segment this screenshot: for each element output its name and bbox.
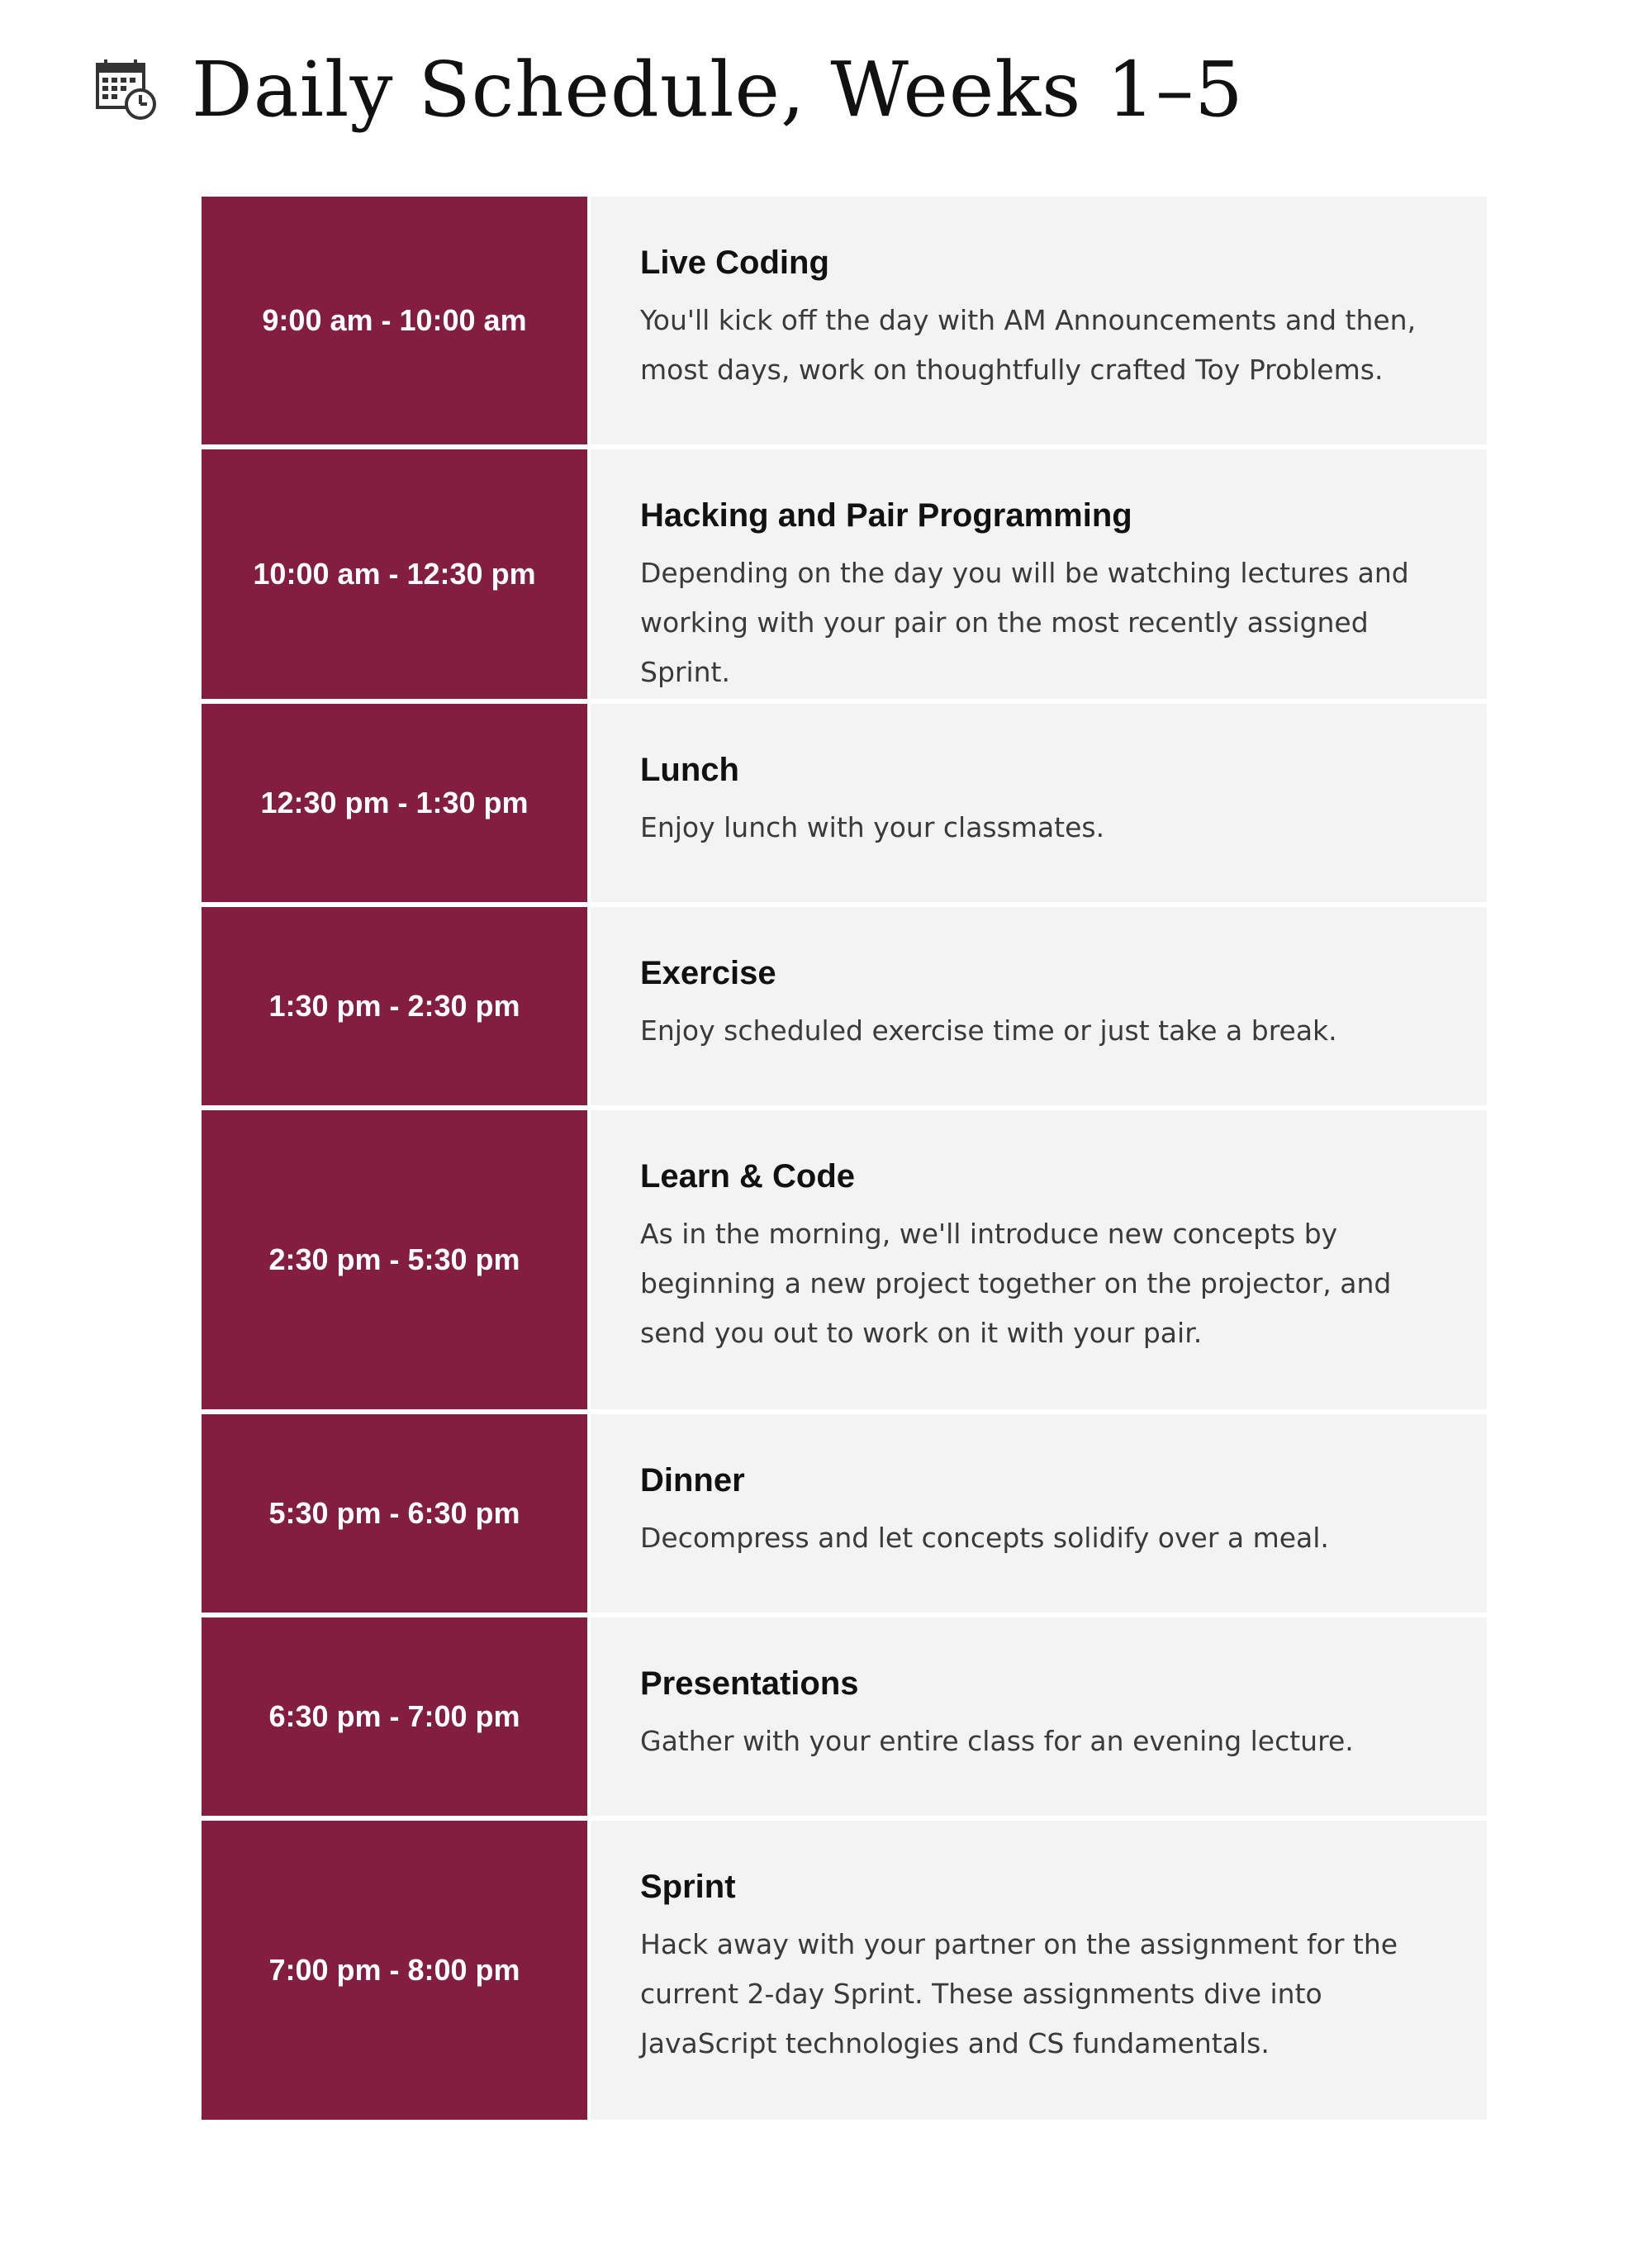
activity-title: Dinner [640,1462,745,1499]
schedule-table [202,197,1487,2125]
schedule-row [202,704,1487,902]
page-title: Daily Schedule, Weeks 1–5 [192,45,1244,134]
schedule-row [202,1414,1487,1613]
activity-title: Hacking and Pair Programming [640,497,1132,534]
activity-description: Enjoy scheduled exercise time or just take a break. [640,1014,1337,1047]
activity-info [591,1414,1487,1613]
activity-title: Learn & Code [640,1158,856,1195]
time-slot: 1:30 pm - 2:30 pm [202,907,587,1105]
time-slot: 10:00 am - 12:30 pm [202,449,587,699]
activity-description: Gather with your entire class for an evening lecture. [640,1725,1354,1757]
activity-title: Presentations [640,1665,859,1702]
schedule-row [202,1110,1487,1409]
activity-description: As in the morning, we'll introduce new concepts by beginning a new project together on the projector, and send you out to work on it with your pair. [640,1218,1392,1349]
schedule-row [202,1821,1487,2120]
activity-description: Enjoy lunch with your classmates. [640,811,1105,843]
activity-info [591,1617,1487,1816]
time-slot: 6:30 pm - 7:00 pm [202,1617,587,1816]
activity-title: Exercise [640,955,776,991]
activity-description: You'll kick off the day with AM Announcements and then, most days, work on thoughtfully crafted Toy Problems. [640,304,1417,386]
activity-info [591,907,1487,1105]
activity-info [591,1821,1487,2120]
schedule-row [202,449,1487,699]
schedule-row [202,197,1487,444]
activity-info [591,197,1487,444]
activity-title: Sprint [640,1869,736,1905]
activity-title: Lunch [640,752,739,788]
activity-info [591,704,1487,902]
activity-description: Decompress and let concepts solidify over a meal. [640,1522,1329,1554]
time-slot: 7:00 pm - 8:00 pm [202,1821,587,2120]
activity-info [591,449,1487,699]
calendar-clock-icon [93,56,159,122]
schedule-row [202,1617,1487,1816]
activity-info [591,1110,1487,1409]
time-slot: 12:30 pm - 1:30 pm [202,704,587,902]
activity-title: Live Coding [640,245,829,281]
activity-description: Depending on the day you will be watching lectures and working with your pair on the most recently assigned Sprint. [640,557,1409,688]
page-header [93,40,1244,139]
time-slot: 9:00 am - 10:00 am [202,197,587,444]
time-slot: 2:30 pm - 5:30 pm [202,1110,587,1409]
time-slot: 5:30 pm - 6:30 pm [202,1414,587,1613]
activity-description: Hack away with your partner on the assignment for the current 2-day Sprint. These assignments dive into JavaScript technologies and CS fundamentals. [640,1928,1398,2059]
schedule-row [202,907,1487,1105]
